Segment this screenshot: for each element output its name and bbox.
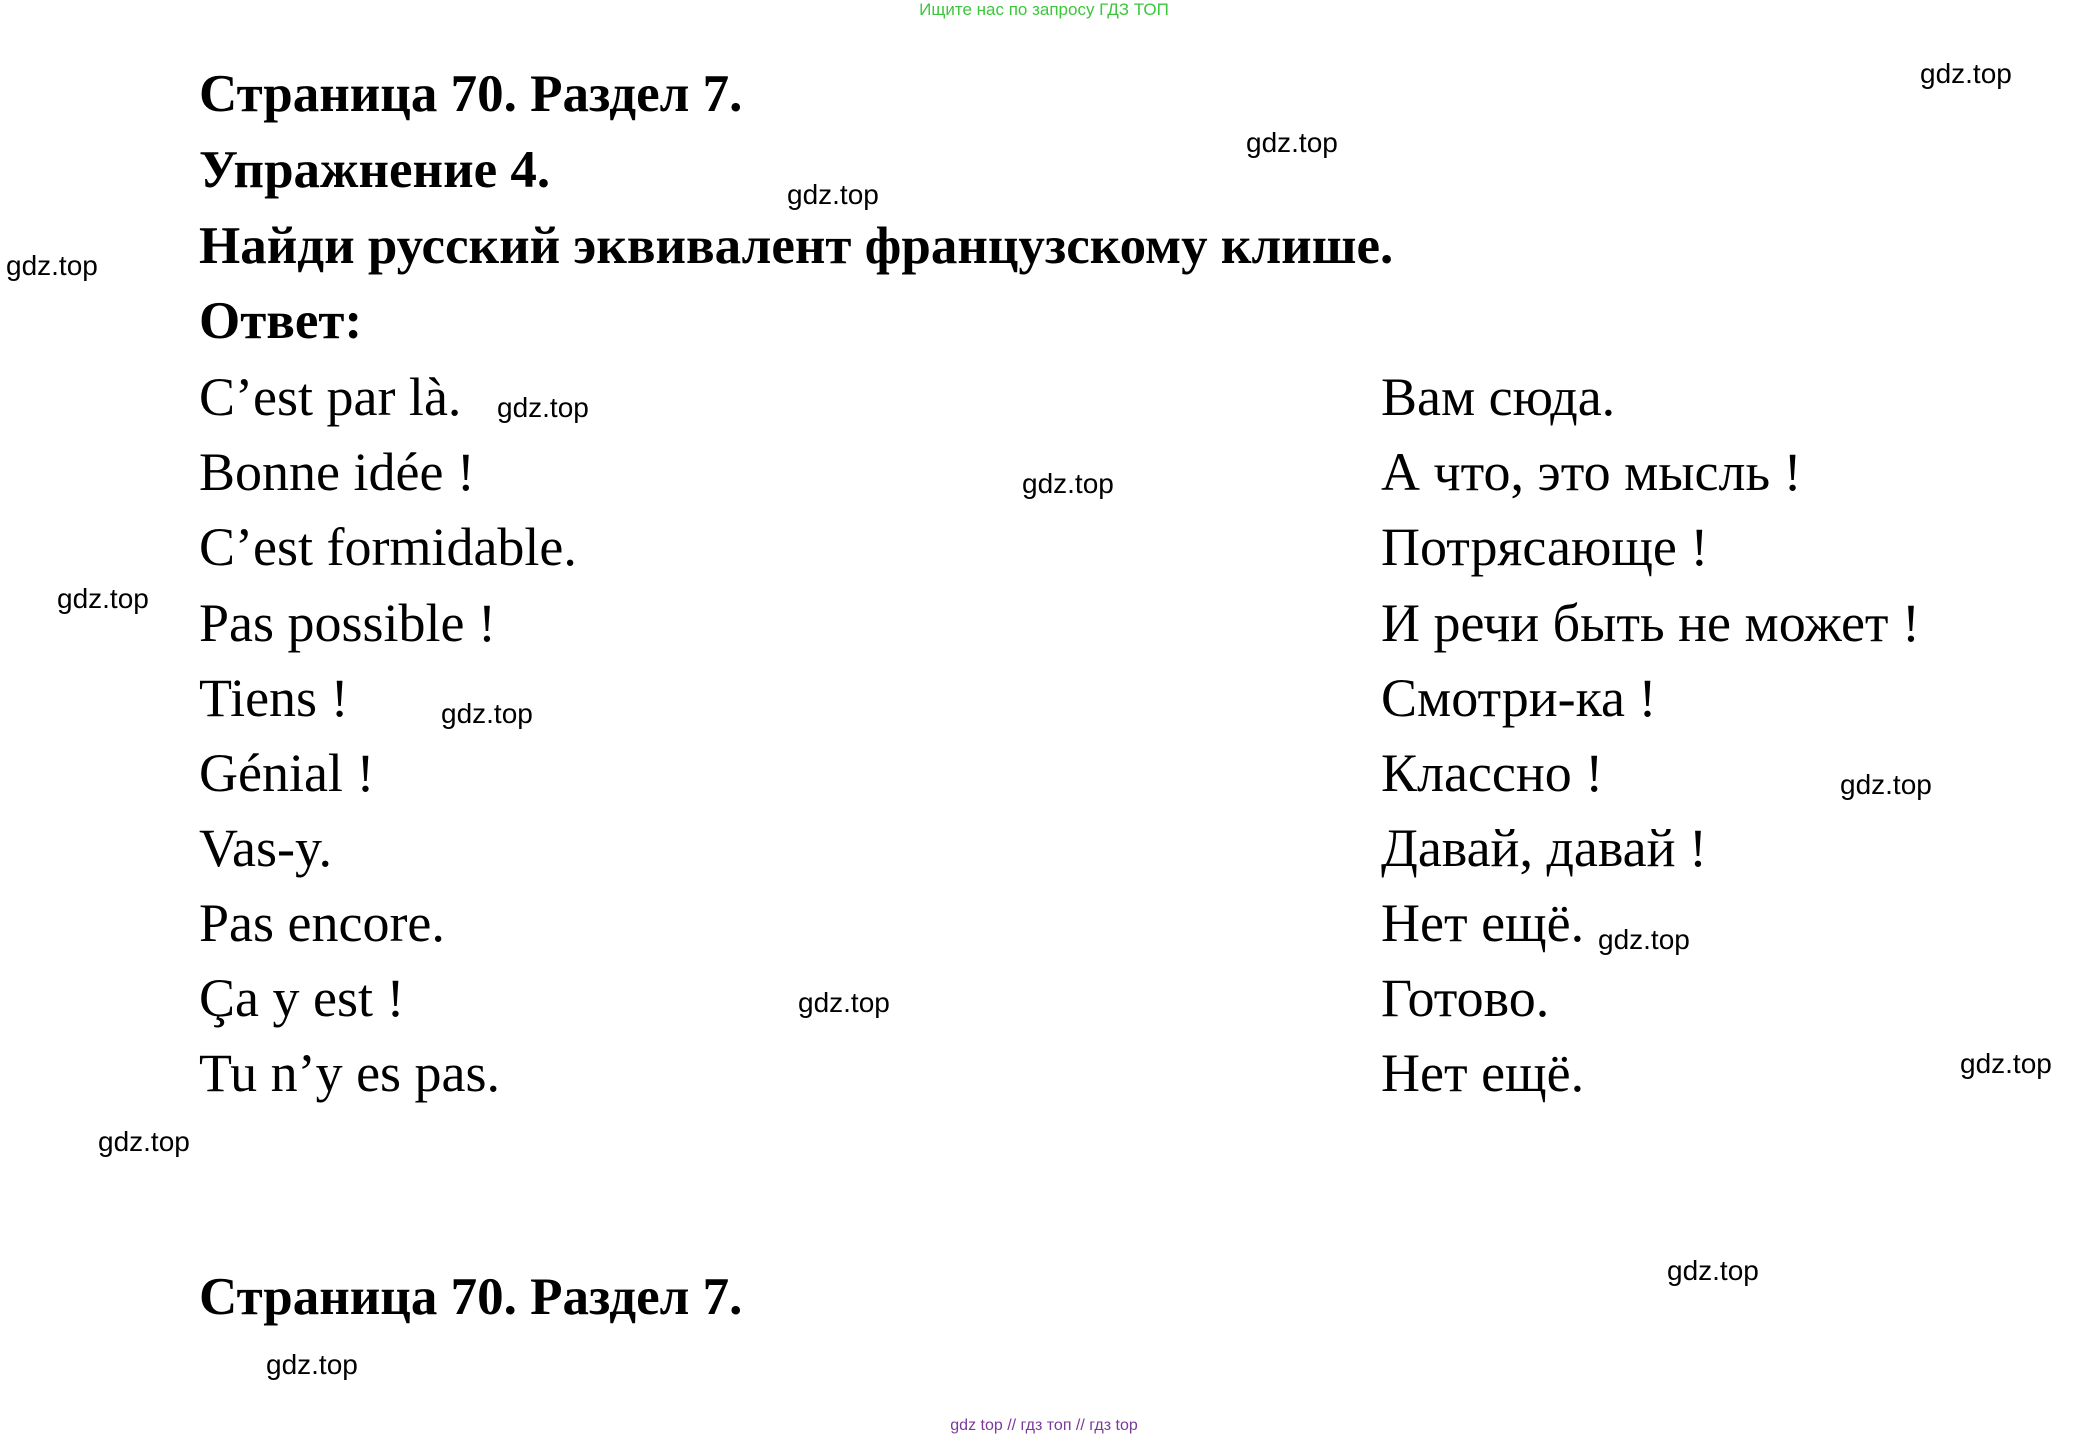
- watermark: gdz.top: [266, 1349, 358, 1380]
- russian-phrase: Вам сюда.: [1381, 367, 1616, 427]
- watermark: gdz.top: [57, 583, 149, 614]
- page-section-title: Страница 70. Раздел 7.: [199, 65, 743, 123]
- watermark: gdz.top: [1246, 127, 1338, 158]
- search-banner[interactable]: Ищите нас по запросу ГДЗ ТОП: [919, 0, 1169, 19]
- russian-phrase: А что, это мысль !: [1381, 442, 1802, 502]
- watermark: gdz.top: [98, 1126, 190, 1157]
- russian-phrase: Нет ещё.: [1381, 893, 1585, 953]
- watermark: gdz.top: [787, 179, 879, 210]
- russian-phrase: Нет ещё.: [1381, 1043, 1585, 1103]
- french-phrase: Pas possible !: [199, 593, 496, 653]
- russian-phrase: И речи быть не может !: [1381, 593, 1920, 653]
- russian-phrase: Потрясающе !: [1381, 517, 1709, 577]
- russian-phrase: Готово.: [1381, 968, 1550, 1028]
- watermark: gdz.top: [1667, 1255, 1759, 1286]
- footer-section-title: Страница 70. Раздел 7.: [199, 1268, 743, 1326]
- french-phrase: Pas encore.: [199, 893, 445, 953]
- watermark: gdz.top: [1960, 1048, 2052, 1079]
- watermark: gdz.top: [1840, 769, 1932, 800]
- answer-label: Ответ:: [199, 292, 363, 350]
- watermark: gdz.top: [1598, 924, 1690, 955]
- french-phrase: Génial !: [199, 743, 375, 803]
- watermark: gdz.top: [1920, 58, 2012, 89]
- french-phrase: Vas-y.: [199, 818, 332, 878]
- french-phrase: Tiens !: [199, 668, 349, 728]
- exercise-title: Упражнение 4.: [199, 141, 551, 199]
- watermark: gdz.top: [497, 392, 589, 423]
- russian-phrase: Классно !: [1381, 743, 1604, 803]
- watermark: gdz.top: [441, 698, 533, 729]
- russian-phrase: Смотри-ка !: [1381, 668, 1657, 728]
- watermark: gdz.top: [6, 250, 98, 281]
- russian-phrase: Давай, давай !: [1381, 818, 1708, 878]
- footer-links[interactable]: gdz top // гдз топ // гдз top: [950, 1417, 1138, 1434]
- watermark: gdz.top: [798, 987, 890, 1018]
- watermark: gdz.top: [1022, 468, 1114, 499]
- french-phrase: Ça y est !: [199, 968, 405, 1028]
- french-phrase: C’est par là.: [199, 367, 462, 427]
- french-phrase: Tu n’y es pas.: [199, 1043, 501, 1103]
- task-text: Найди русский эквивалент французскому клише.: [199, 217, 1394, 275]
- french-phrase: Bonne idée !: [199, 442, 475, 502]
- french-phrase: C’est formidable.: [199, 517, 577, 577]
